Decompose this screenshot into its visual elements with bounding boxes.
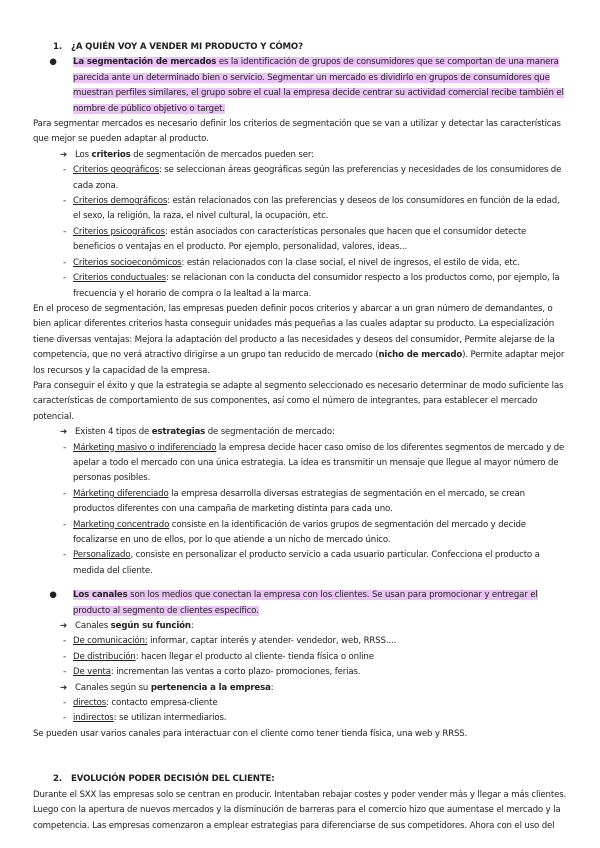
list-term: De venta: [73, 667, 111, 678]
text: Canales: [75, 621, 111, 632]
bold-term: pertenencia a la empresa: [150, 682, 271, 693]
document-page: [33, 40, 568, 834]
section-title: EVOLUCIÓN PODER DECISIÓN DEL CLIENTE:: [71, 774, 275, 785]
text: :: [270, 682, 274, 693]
dash-icon: -: [63, 165, 66, 176]
paragraph: Se pueden usar varios canales para interactuar con el cliente como tener tienda física, una web y RRSS.: [33, 728, 468, 739]
dash-icon: -: [63, 226, 66, 237]
text: Los: [75, 149, 92, 160]
list-item: [33, 225, 568, 256]
list-item: [33, 711, 568, 726]
channels-function-intro: [33, 619, 568, 634]
bold-term: estrategias: [151, 427, 206, 438]
list-term: De distribución: [73, 651, 136, 662]
highlight-term: La segmentación de mercados: [73, 57, 217, 68]
dash-icon: -: [63, 257, 66, 268]
list-item: [33, 487, 568, 518]
list-term: Criterios psicográficos: [73, 226, 165, 237]
criteria-intro: [33, 148, 568, 163]
bold-term: según su función: [110, 621, 191, 632]
text: En el proceso de segmentación, las empresas pueden definir pocos criterios y abarcar a un gran número de demandantes, o bien aplicar diferentes criterios hasta conseguir unidades más pequeñas a las cuales adaptar su producto. La especialización tiene diversas ventajas: Mejora la adaptación del producto a las necesidades y deseos del consumidor, Permite alejarse de la competencia, que no verá atractivo dirigirse a un grupo tan reducido de mercado (: [33, 303, 555, 361]
list-term: De comunicación:: [73, 636, 148, 647]
strategies-intro: [33, 425, 568, 440]
list-desc: : están asociados con características personales que hacen que el consumidor detecte beneficios o ventajas en el producto. Por ejemplo, personalidad, valores, ideas...: [73, 226, 527, 253]
paragraph: [33, 302, 568, 379]
dash-icon: -: [63, 636, 66, 647]
section-2-heading: [53, 772, 568, 787]
paragraph: Durante el SXX las empresas solo se centran en producir. Intentaban rebajar costes y poder vender más y llegar a más clientes. Luego con la apertura de nuevos mercados y la disminución de barreras para el comercio hizo que aumentase el mercado y la competencia. Las empresas comenzaron a emplear estrategias para diferenciarse de sus competidores. Ahora con el uso del: [33, 789, 567, 831]
list-item: [33, 194, 568, 225]
paragraph: Para segmentar mercados es necesario definir los criterios de segmentación que se van a utilizar y detectar las características que mejor se pueden adaptar al producto.: [33, 119, 561, 145]
list-desc: la empresa desarrolla diversas estrategias de segmentación en el mercado, se crean productos diferentes con una campaña de marketing distinta para cada uno.: [73, 488, 525, 515]
dash-icon: -: [63, 519, 66, 530]
list-term: Márketing masivo o indiferenciado: [73, 442, 217, 453]
list-desc: : están relacionados con la clase social, el nivel de ingresos, el estilo de vida, etc.: [181, 257, 520, 268]
list-term: Marketing concentrado: [73, 519, 170, 530]
text: Canales según su: [75, 682, 151, 693]
list-desc: informar, captar interés y atender- vendedor, web, RRSS....: [147, 636, 397, 647]
list-item: [33, 163, 568, 194]
list-desc: : se utilizan intermediarios.: [113, 713, 227, 724]
segmentation-definition: [33, 55, 568, 117]
list-item: [33, 696, 568, 711]
arrow-icon: ➔: [59, 621, 67, 632]
dash-icon: -: [63, 196, 66, 207]
list-desc: , consiste en personalizar el producto servicio a cada usuario particular. Confecciona el producto a medida del cliente.: [73, 550, 540, 576]
list-term: indirectos: [73, 713, 114, 724]
list-item: [33, 634, 568, 649]
list-item: [33, 256, 568, 271]
list-item: [33, 665, 568, 680]
dash-icon: -: [63, 273, 66, 284]
list-term: Criterios socioeconómicos: [73, 257, 182, 268]
text: :: [190, 621, 194, 632]
list-item: [33, 271, 568, 302]
section-number: 1.: [53, 42, 62, 52]
text: ). Permite adaptar mejor los recursos y la capacidad de la empresa.: [33, 350, 565, 376]
list-term: Márketing diferenciado: [73, 488, 169, 499]
list-item: [33, 650, 568, 665]
channels-belonging-intro: [33, 681, 568, 696]
list-item: [33, 548, 568, 579]
list-term: Criterios geográficos: [73, 165, 159, 176]
arrow-icon: ➔: [59, 149, 67, 160]
section-number: 2.: [53, 774, 62, 785]
list-desc: : incrementan las ventas a corto plazo- promociones, ferias.: [110, 667, 361, 678]
arrow-icon: ➔: [59, 682, 67, 693]
dash-icon: -: [63, 442, 66, 453]
bullet-icon: ●: [49, 57, 57, 68]
list-term: Criterios conductuales: [73, 273, 166, 284]
highlight-text: es la identificación de grupos de consumidores que se comportan de una manera parecida ante un determinado bien o servicio. Segmentar un mercado es dividirlo en grupos de consumidores que muestran perfiles similares, el grupo sobre el cual la empresa decide centrar su actividad comercial recibe también el nombre de público objetivo o target.: [73, 57, 564, 114]
list-term: Personalizado: [73, 550, 131, 561]
paragraph: Para conseguir el éxito y que la estrategia se adapte al segmento seleccionado es necesario determinar de modo suficiente las características de comportamiento de sus componentes, así como el número de integrantes, para establecer el mercado potencial.: [33, 380, 564, 422]
list-desc: : hacen llegar el producto al cliente- tienda física o online: [135, 651, 374, 662]
dash-icon: -: [63, 713, 66, 724]
arrow-icon: ➔: [59, 427, 67, 438]
section-title: ¿A QUIÉN VOY A VENDER MI PRODUCTO Y CÓMO?: [71, 42, 303, 52]
channels-definition: [33, 588, 568, 619]
highlight-term: Los canales: [73, 590, 128, 601]
list-desc: : se relacionan con la conducta del consumidor respecto a los productos como, por ejemplo, la frecuencia y el horario de compra o la lealtad a la marca.: [73, 273, 560, 299]
highlight-text: son los medios que conectan la empresa con los clientes. Se usan para promocionar y entregar el producto al segmento de clientes específico.: [73, 590, 538, 616]
list-term: Criterios demográficos: [73, 196, 168, 207]
bold-term: nicho de mercado: [378, 350, 463, 361]
dash-icon: -: [63, 698, 66, 709]
text: Existen 4 tipos de: [75, 427, 152, 438]
list-desc: : se seleccionan áreas geográficas según las preferencias y necesidades de los consumidores de cada zona.: [73, 165, 562, 191]
list-desc: consiste en la identificación de varios grupos de segmentación del mercado y decide focalizarse en uno de ellos, por lo que atiende a un nicho de mercado único.: [73, 519, 526, 545]
section-1-heading: [53, 40, 568, 55]
bullet-icon: ●: [49, 590, 57, 601]
dash-icon: -: [63, 667, 66, 678]
dash-icon: -: [63, 550, 66, 561]
list-desc: : están relacionados con las preferencias y deseos de los consumidores en función de la edad, el sexo, la religión, la raza, el nivel cultural, la ocupación, etc.: [73, 196, 560, 222]
text: de segmentación de mercado:: [205, 427, 335, 438]
dash-icon: -: [63, 488, 66, 499]
list-item: [33, 441, 568, 487]
text: de segmentación de mercados pueden ser:: [130, 149, 314, 160]
list-desc: la empresa decide hacer caso omiso de los diferentes segmentos de mercado y de apelar a todo el mercado con una única estrategia. La idea es transmitir un mensaje que llegue al mayor número de personas posibles.: [73, 442, 565, 484]
list-desc: : contacto empresa-cliente: [106, 698, 218, 709]
bold-term: criterios: [91, 149, 131, 160]
list-item: [33, 518, 568, 549]
dash-icon: -: [63, 651, 66, 662]
list-term: directos: [73, 698, 107, 709]
